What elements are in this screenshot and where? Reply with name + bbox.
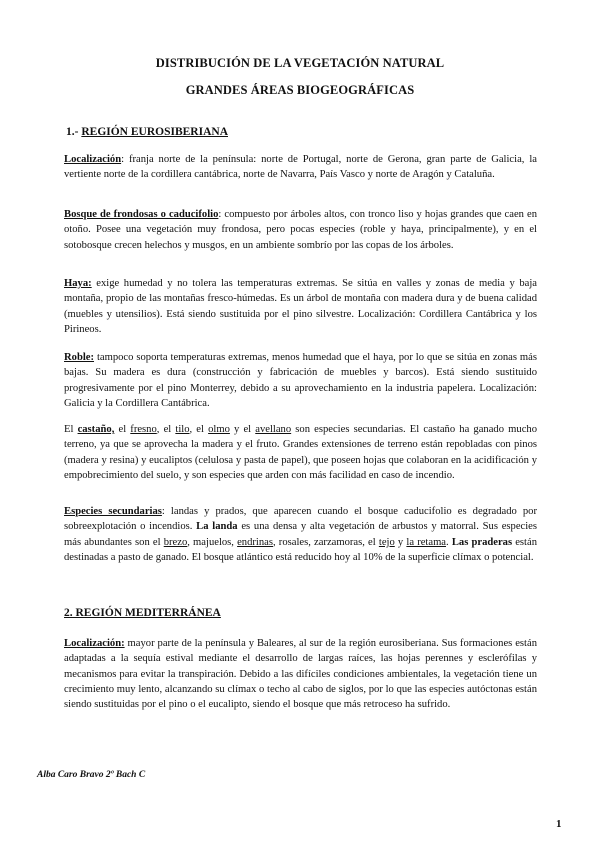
term-roble: Roble: bbox=[64, 352, 95, 363]
paragraph-text: mayor parte de la península y Baleares, al sur de la región eurosiberiana. Sus formaciones están adaptadas a la sequía estival mediante el desarrollo de largas raíces, las hojas perennes y esclerófilas y mecanismos para evitar la transpiración. Debido a las difíciles condiciones ambientales, la vegetación tiene un crecimiento muy lento, alcanzando su clímax o techo al cabo de siglos, por lo que las especies autóctonas están siendo sustituidas por el pino o el eucalipto, siendo el bosque que más retroceso ha sufrido. bbox=[64, 638, 537, 711]
term-castano: castaño, bbox=[77, 424, 115, 435]
term-haya: Haya: bbox=[64, 278, 92, 289]
text-run: : landas y prados, que aparecen cuando el bosque caducifolio es degradado por sobreexplotación o incendios. bbox=[64, 506, 537, 533]
term-tilo: tilo bbox=[175, 424, 190, 435]
paragraph-bosque-frondosas bbox=[64, 207, 537, 253]
text-run: . bbox=[446, 536, 452, 548]
section-number: 1.- bbox=[66, 126, 82, 138]
term-tejo: tejo bbox=[378, 536, 395, 548]
term-fresno: fresno bbox=[130, 424, 157, 435]
term-la-landa: La landa bbox=[196, 521, 238, 533]
section-heading-eurosiberiana bbox=[66, 126, 228, 138]
term-olmo: olmo bbox=[208, 424, 230, 435]
term-la-retama: la retama bbox=[406, 536, 447, 548]
text-run: , majuelos, bbox=[187, 536, 238, 548]
paragraph-text: : franja norte de la península: norte de Portugal, norte de Gerona, gran parte de Galicia, la vertiente norte de la cordillera cantábrica, norte de Navarra, País Vasco y norte de Aragón y Cataluña. bbox=[64, 154, 537, 181]
section-title: REGIÓN EUROSIBERIANA bbox=[81, 126, 228, 138]
paragraph-roble bbox=[64, 350, 537, 411]
paragraph-haya bbox=[64, 276, 537, 337]
text-run: son especies secundarias. El castaño ha ganado mucho terreno, ya que se aprovecha la madera y el fruto. Grandes extensiones de terreno están repobladas con pinos (madera y resina) y eucaliptos (celulosa y pasta de papel), que poseen hojas que colaboran en la acidificación y empobrecimiento del suelo, y son especies que arden con más facilidad en caso de incendio. bbox=[64, 424, 537, 481]
text-run: es una densa y alta vegetación de arbustos y matorral. Sus especies más abundantes son el bbox=[64, 521, 537, 548]
term-localizacion: Localización: bbox=[64, 638, 125, 649]
text-run: El bbox=[64, 424, 78, 435]
document-title: DISTRIBUCIÓN DE LA VEGETACIÓN NATURAL bbox=[155, 56, 445, 70]
term-endrinas: endrinas bbox=[237, 536, 273, 548]
text-run: el bbox=[114, 424, 131, 435]
section-heading-mediterranea bbox=[64, 607, 221, 619]
paragraph-text: tampoco soporta temperaturas extremas, menos humedad que el haya, por lo que se sitúa en zonas más bajas. Su madera es dura (construcción y fabricación de muebles y barcos). Está siendo sustituido progresivamente por el pino Monterrey, debido a su aprovechamiento en la industria papelera. Localización: Galicia y la Cordillera Cantábrica. bbox=[64, 352, 537, 409]
section-title: 2. REGIÓN MEDITERRÁNEA bbox=[64, 607, 221, 619]
text-run: , el bbox=[189, 424, 209, 435]
term-las-praderas: Las praderas bbox=[451, 536, 513, 548]
paragraph-localizacion-mediterranea bbox=[64, 636, 537, 712]
text-run: , rosales, zarzamoras, el bbox=[273, 536, 379, 548]
term-avellano: avellano bbox=[255, 424, 292, 435]
paragraph-especies-secundarias-arboles bbox=[64, 422, 537, 483]
text-run: y el bbox=[229, 424, 256, 435]
paragraph-text: : compuesto por árboles altos, con tronco liso y hojas grandes que caen en otoño. Posee una vegetación muy frondosa, pero pocas especies (roble y haya, principalmente), y en el sotobosque crecen helechos y musgos, en un ambiente sombrío por las copas de los árboles. bbox=[64, 209, 537, 251]
text-run: , el bbox=[156, 424, 176, 435]
page-number: 1 bbox=[556, 818, 562, 830]
term-localizacion: Localización bbox=[64, 154, 122, 165]
text-run: están destinadas a pasto de ganado. El bosque atlántico está reducido hoy al 10% de la superficie clímax o potencial. bbox=[64, 536, 538, 563]
term-bosque-frondosas: Bosque de frondosas o caducifolio bbox=[64, 209, 219, 220]
text-run: y bbox=[394, 536, 407, 548]
paragraph-text: exige humedad y no tolera las temperaturas extremas. Se sitúa en valles y zonas de media y baja montaña, propio de las montañas fresco-húmedas. Es un árbol de montaña con madera dura y de buena calidad (muebles y utensilios). Está siendo sustituida por el pino silvestre. Localización: Cordillera Cantábrica y los Pirineos. bbox=[64, 278, 537, 335]
term-brezo: brezo bbox=[163, 536, 188, 548]
paragraph-landas-prados bbox=[64, 504, 537, 565]
footer-author: Alba Caro Bravo 2º Bach C bbox=[37, 770, 146, 780]
document-subtitle: GRANDES ÁREAS BIOGEOGRÁFICAS bbox=[185, 83, 415, 97]
paragraph-localizacion bbox=[64, 152, 537, 183]
term-especies-secundarias: Especies secundarias bbox=[64, 506, 162, 517]
